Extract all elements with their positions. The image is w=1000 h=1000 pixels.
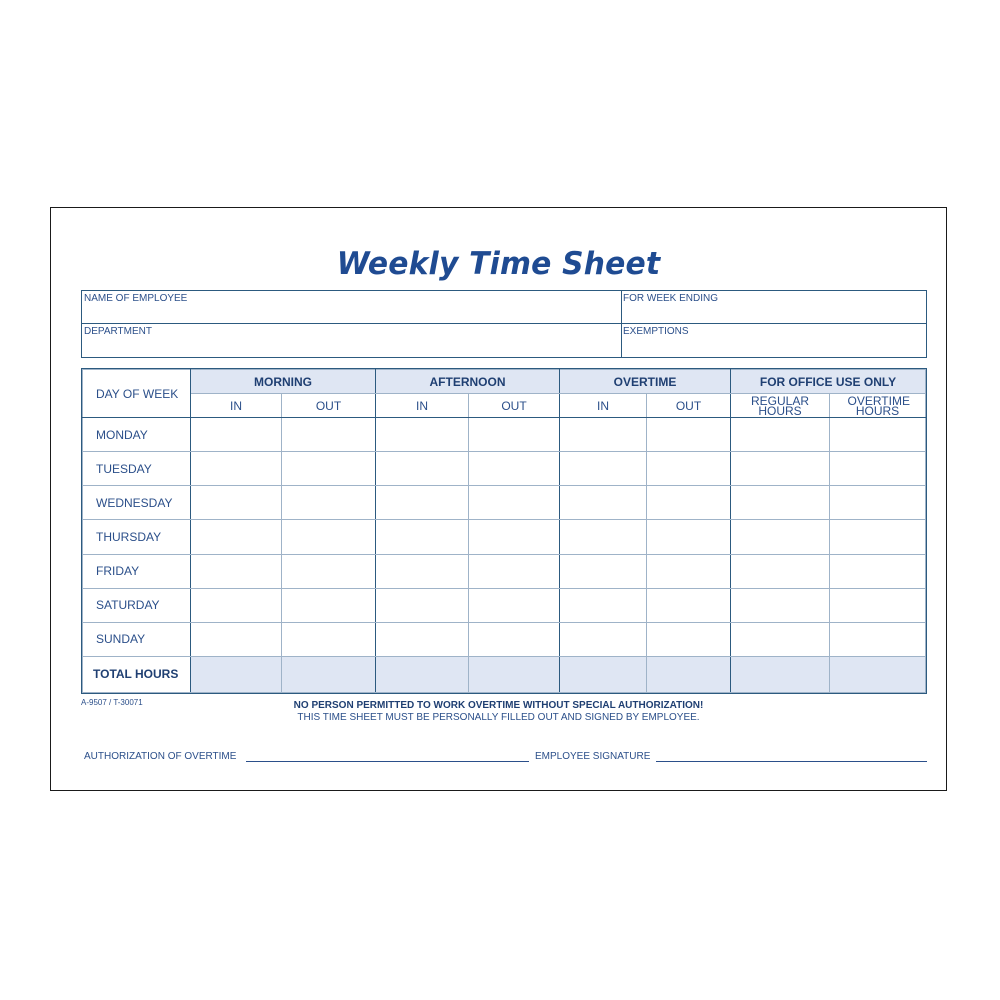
time-cell[interactable] <box>731 622 830 656</box>
time-cell[interactable] <box>191 452 282 486</box>
overtime-notice: NO PERSON PERMITTED TO WORK OVERTIME WITHOUT SPECIAL AUTHORIZATION! <box>293 700 704 711</box>
time-cell[interactable] <box>731 554 830 588</box>
total-cell[interactable] <box>830 656 926 692</box>
table-row <box>83 622 926 656</box>
overtime-hours-header: OVERTIME HOURS <box>830 394 926 418</box>
time-cell[interactable] <box>647 554 731 588</box>
time-cell[interactable] <box>731 452 830 486</box>
time-cell[interactable] <box>830 622 926 656</box>
time-cell[interactable] <box>282 418 376 452</box>
total-cell[interactable] <box>191 656 282 692</box>
time-cell[interactable] <box>282 622 376 656</box>
afternoon-out-header: OUT <box>469 394 560 418</box>
time-cell[interactable] <box>376 520 469 554</box>
employee-signature-label: EMPLOYEE SIGNATURE <box>535 751 651 762</box>
time-cell[interactable] <box>191 588 282 622</box>
employee-signature-line[interactable] <box>656 761 927 762</box>
day-label-monday: MONDAY <box>83 418 191 452</box>
time-cell[interactable] <box>560 452 647 486</box>
time-cell[interactable] <box>376 588 469 622</box>
time-table <box>82 369 926 693</box>
time-cell[interactable] <box>731 486 830 520</box>
week-ending-label: FOR WEEK ENDING <box>623 293 719 304</box>
department-field[interactable] <box>82 324 621 357</box>
time-cell[interactable] <box>469 418 560 452</box>
time-cell[interactable] <box>469 622 560 656</box>
day-label-friday: FRIDAY <box>83 554 191 588</box>
morning-in-header: IN <box>191 394 282 418</box>
total-cell[interactable] <box>647 656 731 692</box>
time-cell[interactable] <box>647 588 731 622</box>
total-row <box>83 656 926 692</box>
time-cell[interactable] <box>282 588 376 622</box>
week-ending-field[interactable] <box>621 291 926 323</box>
time-cell[interactable] <box>830 486 926 520</box>
total-cell[interactable] <box>731 656 830 692</box>
time-cell[interactable] <box>830 418 926 452</box>
time-cell[interactable] <box>731 520 830 554</box>
time-cell[interactable] <box>830 554 926 588</box>
time-cell[interactable] <box>376 622 469 656</box>
time-grid <box>81 368 927 694</box>
authorization-signature-line[interactable] <box>246 761 529 762</box>
time-cell[interactable] <box>647 452 731 486</box>
time-cell[interactable] <box>731 588 830 622</box>
time-cell[interactable] <box>560 418 647 452</box>
time-cell[interactable] <box>191 520 282 554</box>
time-cell[interactable] <box>830 520 926 554</box>
employee-name-label: NAME OF EMPLOYEE <box>84 293 188 304</box>
day-label-tuesday: TUESDAY <box>83 452 191 486</box>
time-cell[interactable] <box>647 520 731 554</box>
time-cell[interactable] <box>282 520 376 554</box>
time-cell[interactable] <box>282 554 376 588</box>
time-cell[interactable] <box>560 622 647 656</box>
time-cell[interactable] <box>376 418 469 452</box>
time-cell[interactable] <box>191 554 282 588</box>
employee-name-field[interactable] <box>82 291 621 323</box>
regular-hours-header: REGULAR HOURS <box>731 394 830 418</box>
exemptions-field[interactable] <box>621 324 926 357</box>
form-code: A-9507 / T-30071 <box>81 698 143 707</box>
time-cell[interactable] <box>647 622 731 656</box>
time-cell[interactable] <box>469 588 560 622</box>
table-row <box>83 554 926 588</box>
overtime-header: OVERTIME <box>560 370 731 394</box>
sheet-title: Weekly Time Sheet <box>336 246 661 282</box>
authorization-label: AUTHORIZATION OF OVERTIME <box>84 751 237 762</box>
time-cell[interactable] <box>731 418 830 452</box>
time-cell[interactable] <box>647 486 731 520</box>
time-sheet-form <box>50 207 947 791</box>
time-cell[interactable] <box>191 486 282 520</box>
time-cell[interactable] <box>830 588 926 622</box>
day-of-week-header: DAY OF WEEK <box>83 370 191 418</box>
time-cell[interactable] <box>376 452 469 486</box>
total-cell[interactable] <box>376 656 469 692</box>
table-row <box>83 418 926 452</box>
day-label-thursday: THURSDAY <box>83 520 191 554</box>
afternoon-header: AFTERNOON <box>376 370 560 394</box>
total-cell[interactable] <box>560 656 647 692</box>
time-cell[interactable] <box>191 418 282 452</box>
day-label-wednesday: WEDNESDAY <box>83 486 191 520</box>
total-cell[interactable] <box>469 656 560 692</box>
morning-header: MORNING <box>191 370 376 394</box>
time-cell[interactable] <box>560 554 647 588</box>
signature-notice: THIS TIME SHEET MUST BE PERSONALLY FILLED OUT AND SIGNED BY EMPLOYEE. <box>297 712 700 723</box>
time-cell[interactable] <box>191 622 282 656</box>
time-cell[interactable] <box>282 486 376 520</box>
time-cell[interactable] <box>647 418 731 452</box>
morning-out-header: OUT <box>282 394 376 418</box>
table-row <box>83 452 926 486</box>
time-cell[interactable] <box>469 554 560 588</box>
table-row <box>83 588 926 622</box>
employee-info-box <box>81 290 927 358</box>
department-label: DEPARTMENT <box>84 326 152 337</box>
table-row <box>83 486 926 520</box>
day-label-saturday: SATURDAY <box>83 588 191 622</box>
overtime-in-header: IN <box>560 394 647 418</box>
time-cell[interactable] <box>469 520 560 554</box>
afternoon-in-header: IN <box>376 394 469 418</box>
total-hours-label: TOTAL HOURS <box>83 656 191 692</box>
day-label-sunday: SUNDAY <box>83 622 191 656</box>
time-cell[interactable] <box>469 486 560 520</box>
time-cell[interactable] <box>560 486 647 520</box>
time-cell[interactable] <box>282 452 376 486</box>
time-cell[interactable] <box>376 554 469 588</box>
overtime-out-header: OUT <box>647 394 731 418</box>
table-row <box>83 520 926 554</box>
time-cell[interactable] <box>560 520 647 554</box>
time-cell[interactable] <box>469 452 560 486</box>
time-cell[interactable] <box>830 452 926 486</box>
exemptions-label: EXEMPTIONS <box>623 326 689 337</box>
total-cell[interactable] <box>282 656 376 692</box>
time-cell[interactable] <box>560 588 647 622</box>
time-cell[interactable] <box>376 486 469 520</box>
office-use-header: FOR OFFICE USE ONLY <box>731 370 926 394</box>
